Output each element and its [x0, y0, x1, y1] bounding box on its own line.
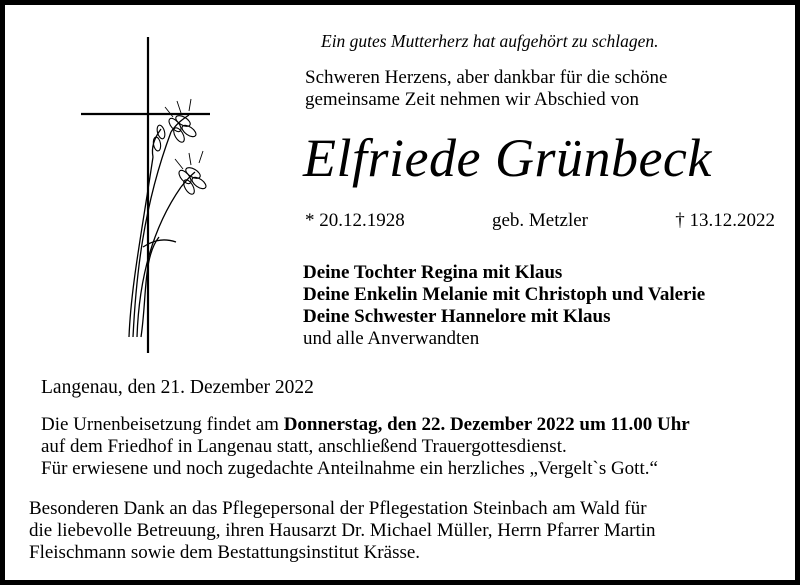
burial-line-1 — [41, 414, 690, 436]
thanks-line: die liebevolle Betreuung, ihren Hausarzt Dr. Michael Müller, Herrn Pfarrer Martin — [29, 520, 656, 541]
burial-date-time: Donnerstag, den 22. Dezember 2022 um 11.00 Uhr — [283, 414, 690, 435]
place-date: Langenau, den 21. Dezember 2022 — [41, 377, 314, 398]
mourner-line: Deine Tochter Regina mit Klaus — [303, 262, 563, 283]
thanks-line: Besonderen Dank an das Pflegepersonal der Pflegestation Steinbach am Wald für — [29, 498, 647, 519]
intro-line: Schweren Herzens, aber dankbar für die schöne — [305, 67, 668, 88]
intro-text — [305, 67, 667, 111]
mourner-line: Deine Schwester Hannelore mit Klaus — [303, 306, 611, 327]
thanks-text — [29, 498, 656, 564]
death-date: † 13.12.2022 — [675, 210, 775, 231]
life-dates — [305, 210, 775, 232]
burial-info — [41, 414, 690, 480]
burial-line-2: auf dem Friedhof in Langenau statt, anschließend Trauergottesdienst. — [41, 436, 567, 457]
intro-line: gemeinsame Zeit nehmen wir Abschied von — [305, 89, 639, 110]
deceased-name: Elfriede Grünbeck — [303, 128, 712, 188]
birth-date: * 20.12.1928 — [305, 210, 405, 231]
cross-with-wheat-icon — [81, 37, 216, 357]
relatives-line: und alle Anverwandten — [303, 328, 480, 349]
thanks-line: Fleischmann sowie dem Bestattungsinstitut Krässe. — [29, 542, 421, 563]
mourner-line: Deine Enkelin Melanie mit Christoph und Valerie — [303, 284, 706, 305]
maiden-name: geb. Metzler — [491, 210, 588, 231]
motto-text: Ein gutes Mutterherz hat aufgehört zu schlagen. — [321, 31, 659, 51]
burial-prefix: Die Urnenbeisetzung findet am — [41, 414, 284, 435]
burial-line-3: Für erwiesene und noch zugedachte Anteilnahme ein herzliches „Vergelt`s Gott.“ — [41, 458, 658, 479]
mourners-list — [303, 262, 705, 350]
